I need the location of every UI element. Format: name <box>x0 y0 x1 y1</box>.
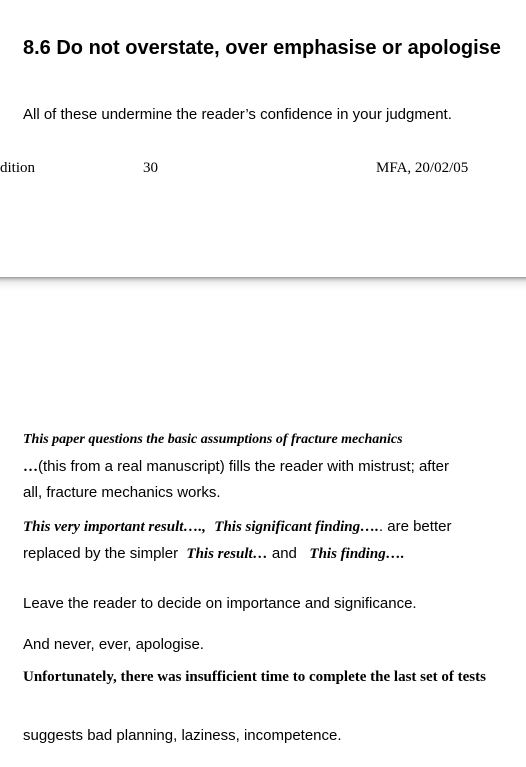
quote-significant-finding: This significant finding…. <box>214 519 379 535</box>
quote-overstated-claim: This paper questions the basic assumptions of fracture mechanics <box>23 432 403 447</box>
quote-apology-example: Unfortunately, there was insufficient time to complete the last set of tests <box>23 669 486 685</box>
paragraph-consequence: suggests bad planning, laziness, incompetence. <box>23 727 342 744</box>
paragraph-never-apologise: And never, ever, apologise. <box>23 636 204 653</box>
paragraph-line <box>23 518 451 536</box>
section-intro: All of these undermine the reader’s confidence in your judgment. <box>23 106 452 123</box>
paragraph-line <box>23 545 404 563</box>
paragraph-line: all, fracture mechanics works. <box>23 484 221 501</box>
paragraph-text: replaced by the simpler <box>23 545 179 562</box>
quote-important-result: This very important result…., <box>23 519 206 535</box>
quote-this-result: This result… <box>186 546 268 562</box>
section-heading: 8.6 Do not overstate, over emphasise or apologise <box>23 37 501 59</box>
footer-author-date: MFA, 20/02/05 <box>376 160 469 176</box>
paragraph-text: . are better <box>378 518 452 535</box>
footer-edition: dition <box>0 160 36 176</box>
quote-this-finding: This finding…. <box>309 546 405 562</box>
paragraph-text: and <box>271 545 297 562</box>
paragraph-leave-reader: Leave the reader to decide on importance and significance. <box>23 595 417 612</box>
paragraph-line <box>23 458 449 476</box>
footer-page-number: 30 <box>143 160 158 176</box>
paragraph-text: (this from a real manuscript) fills the reader with mistrust; after <box>38 458 449 475</box>
page-break-divider <box>0 277 526 291</box>
ellipsis: … <box>23 459 38 475</box>
